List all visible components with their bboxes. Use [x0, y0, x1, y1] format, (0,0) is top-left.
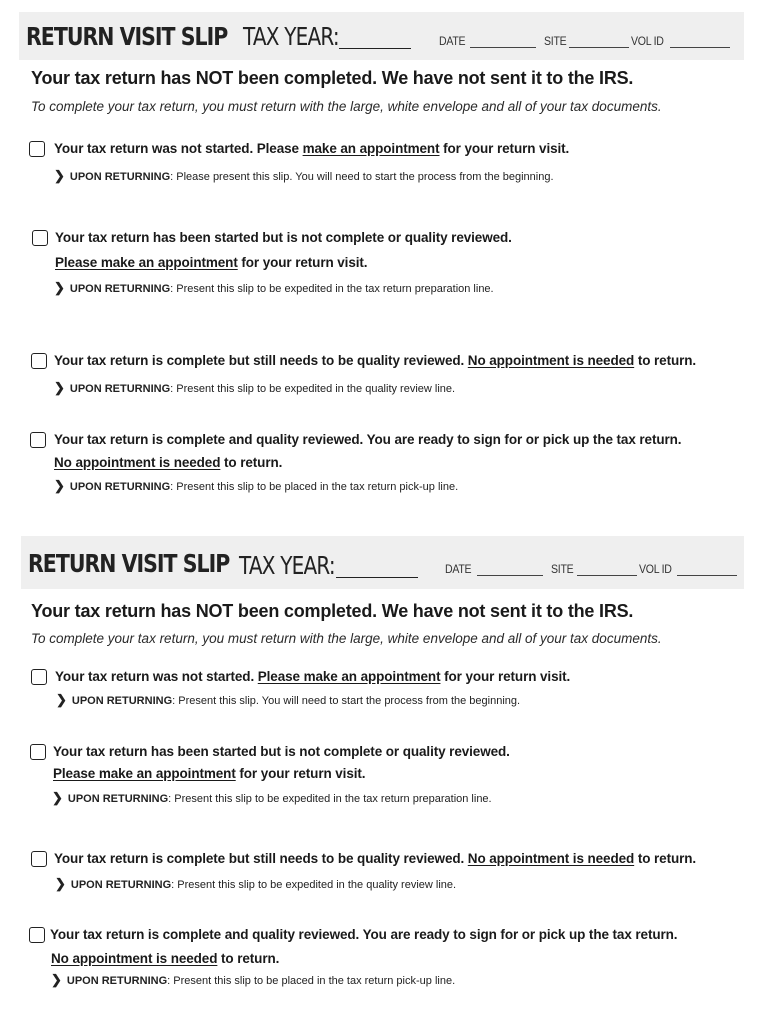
tax-year-label: TAX YEAR:	[243, 22, 339, 51]
chevron-right-icon: ❯	[56, 692, 67, 707]
date-field[interactable]	[470, 47, 536, 48]
vol-id-label: VOL ID	[631, 34, 664, 48]
slip-title: RETURN VISIT SLIP	[28, 549, 230, 578]
slip-header	[19, 12, 744, 60]
upon-returning-note: ❯ UPON RETURNING: Present this slip to be expedited in the quality review line.	[55, 876, 457, 891]
option-text: Your tax return is complete and quality reviewed. You are ready to sign for or pick up the tax return.	[54, 432, 682, 447]
chevron-right-icon: ❯	[55, 876, 66, 891]
checkbox-started-incomplete[interactable]	[32, 230, 48, 246]
checkbox-needs-review[interactable]	[31, 353, 47, 369]
tax-year-field[interactable]	[339, 48, 411, 49]
site-label: SITE	[551, 562, 574, 576]
date-label: DATE	[445, 562, 472, 576]
chevron-right-icon: ❯	[54, 380, 65, 395]
option-text-line2: No appointment is needed to return.	[51, 951, 280, 966]
upon-returning-note: ❯ UPON RETURNING: Present this slip to be expedited in the tax return preparation line.	[52, 790, 492, 805]
upon-returning-note: ❯ UPON RETURNING: Present this slip to be expedited in the quality review line.	[54, 380, 456, 395]
upon-returning-note: ❯ UPON RETURNING: Please present this slip. You will need to start the process from the beginning.	[54, 168, 554, 183]
upon-returning-note: ❯ UPON RETURNING: Present this slip to be expedited in the tax return preparation line.	[54, 280, 494, 295]
chevron-right-icon: ❯	[52, 790, 63, 805]
date-field[interactable]	[477, 575, 543, 576]
option-text: Your tax return was not started. Please make an appointment for your return visit.	[55, 669, 571, 684]
site-label: SITE	[544, 34, 567, 48]
option-text: Your tax return is complete but still needs to be quality reviewed. No appointment is needed to return.	[54, 353, 697, 368]
vol-id-label: VOL ID	[639, 562, 672, 576]
chevron-right-icon: ❯	[51, 972, 62, 987]
checkbox-not-started[interactable]	[29, 141, 45, 157]
option-text: Your tax return has been started but is not complete or quality reviewed.	[55, 230, 512, 245]
upon-returning-note: ❯ UPON RETURNING: Present this slip to be placed in the tax return pick-up line.	[54, 478, 459, 493]
date-label: DATE	[439, 34, 466, 48]
option-text-line2: Please make an appointment for your return visit.	[53, 766, 366, 781]
slip-subline: To complete your tax return, you must return with the large, white envelope and all of your tax documents.	[31, 631, 662, 646]
option-text: Your tax return was not started. Please make an appointment for your return visit.	[54, 141, 570, 156]
slip-header	[21, 536, 744, 589]
tax-year-label: TAX YEAR:	[239, 551, 335, 580]
option-text-line2: No appointment is needed to return.	[54, 455, 283, 470]
slip-subline: To complete your tax return, you must return with the large, white envelope and all of your tax documents.	[31, 99, 662, 114]
chevron-right-icon: ❯	[54, 280, 65, 295]
tax-year-field[interactable]	[336, 577, 418, 578]
slip-headline: Your tax return has NOT been completed. We have not sent it to the IRS.	[31, 601, 634, 621]
upon-returning-note: ❯ UPON RETURNING: Present this slip to be placed in the tax return pick-up line.	[51, 972, 456, 987]
option-text: Your tax return has been started but is not complete or quality reviewed.	[53, 744, 510, 759]
slip-headline: Your tax return has NOT been completed. We have not sent it to the IRS.	[31, 68, 634, 88]
site-field[interactable]	[569, 47, 629, 48]
option-text-line2: Please make an appointment for your return visit.	[55, 255, 368, 270]
checkbox-started-incomplete[interactable]	[30, 744, 46, 760]
chevron-right-icon: ❯	[54, 168, 65, 183]
checkbox-ready-to-sign[interactable]	[29, 927, 45, 943]
checkbox-needs-review[interactable]	[31, 851, 47, 867]
vol-id-field[interactable]	[670, 47, 730, 48]
checkbox-not-started[interactable]	[31, 669, 47, 685]
upon-returning-note: ❯ UPON RETURNING: Present this slip. You will need to start the process from the beginning.	[56, 692, 521, 707]
chevron-right-icon: ❯	[54, 478, 65, 493]
option-text: Your tax return is complete but still needs to be quality reviewed. No appointment is needed to return.	[54, 851, 697, 866]
slip-title: RETURN VISIT SLIP	[26, 22, 228, 51]
option-text: Your tax return is complete and quality reviewed. You are ready to sign for or pick up the tax return.	[50, 927, 678, 942]
checkbox-ready-to-sign[interactable]	[30, 432, 46, 448]
vol-id-field[interactable]	[677, 575, 737, 576]
site-field[interactable]	[577, 575, 637, 576]
